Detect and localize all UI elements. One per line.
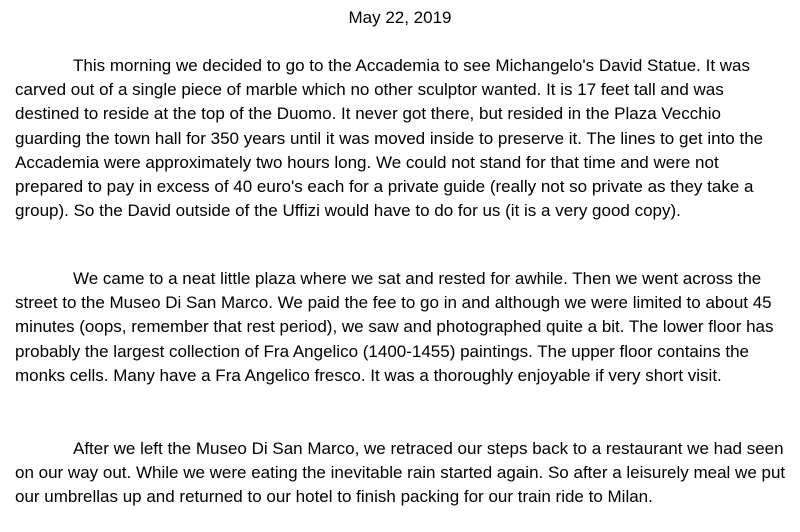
- paragraph-restaurant: After we left the Museo Di San Marco, we retraced our steps back to a restaurant we had seen on our way out. While we were eating the inevitable rain started again. So after a leisurely meal we put our umbrellas up and returned to our hotel to finish packing for our train ride to Milan.: [15, 439, 786, 507]
- paragraph-accademia: This morning we decided to go to the Accademia to see Michangelo's David Statue. It was carved out of a single piece of marble which no other sculptor wanted. It is 17 feet tall and was destined to reside at the top of the Duomo. It never got there, but resided in the Plaza Vecchio guarding the town hall for 350 years until it was moved inside to preserve it. The lines to get into the Accademia were approximately two hours long. We could not stand for that time and were not prepared to pay in excess of 40 euro's each for a private guide (really not so private as they take a group). So the David outside of the Uffizi would have to do for us (it is a very good copy).: [15, 56, 764, 221]
- paragraph-san-marco: We came to a neat little plaza where we sat and rested for awhile. Then we went across the street to the Museo Di San Marco. We paid the fee to go in and although we were limited to about 45 minutes (oops, remember that rest period), we saw and photographed quite a bit. The lower floor has probably the largest collection of Fra Angelico (1400-1455) paintings. The upper floor contains the monks cells. Many have a Fra Angelico fresco. It was a thoroughly enjoyable if very short visit.: [15, 269, 774, 385]
- document-date: May 22, 2019: [348, 8, 452, 27]
